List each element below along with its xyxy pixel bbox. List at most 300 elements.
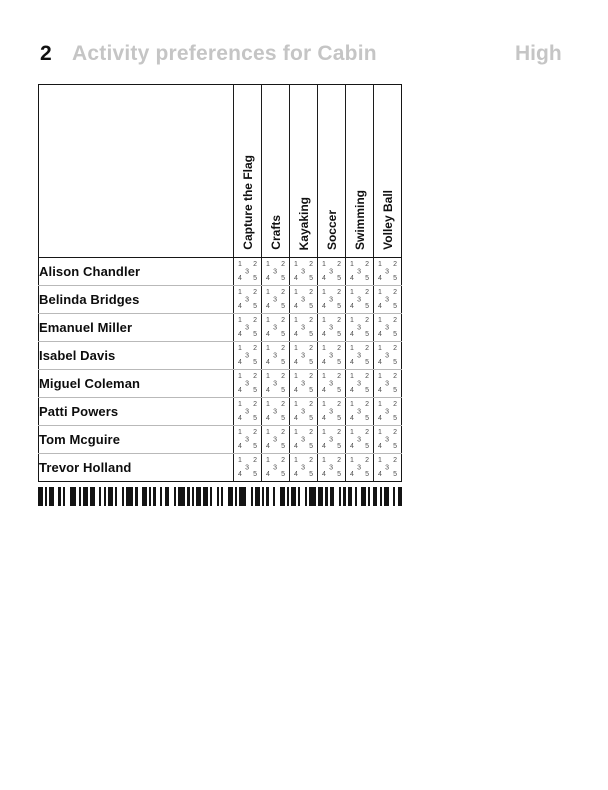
rating-number: 1 (322, 457, 326, 464)
rating-number: 5 (393, 275, 397, 282)
rating-number: 1 (322, 261, 326, 268)
rating-number: 1 (238, 401, 242, 408)
rating-number: 1 (322, 345, 326, 352)
rating-cell (262, 286, 290, 314)
rating-number: 5 (309, 359, 313, 366)
camper-row (39, 426, 402, 454)
barcode (38, 487, 404, 506)
rating-number: 4 (378, 303, 382, 310)
rating-number: 3 (301, 436, 306, 443)
rating-number: 2 (281, 401, 285, 408)
rating-number: 4 (322, 471, 326, 478)
rating-number: 3 (245, 408, 250, 415)
activity-label: Crafts (268, 215, 283, 250)
rating-number: 5 (337, 331, 341, 338)
rating-number: 5 (365, 387, 369, 394)
rating-cell (374, 426, 402, 454)
page-title: Activity preferences for Cabin (72, 42, 377, 65)
rating-cell (374, 314, 402, 342)
barcode-bar (70, 487, 77, 506)
rating-number: 5 (281, 331, 285, 338)
rating-number: 5 (337, 387, 341, 394)
rating-number: 1 (350, 401, 354, 408)
rating-number: 1 (238, 289, 242, 296)
rating-number: 3 (301, 268, 306, 275)
rating-number: 5 (253, 275, 257, 282)
rating-number: 4 (294, 275, 298, 282)
rating-number: 1 (378, 261, 382, 268)
rating-number: 4 (350, 443, 354, 450)
barcode-gap (402, 487, 404, 506)
rating-number: 2 (253, 317, 257, 324)
rating-number: 3 (245, 352, 250, 359)
rating-number: 4 (378, 415, 382, 422)
rating-number: 4 (238, 303, 242, 310)
rating-number: 1 (266, 261, 270, 268)
rating-number: 2 (393, 317, 397, 324)
rating-cell (262, 314, 290, 342)
rating-number: 4 (378, 331, 382, 338)
rating-number: 5 (281, 471, 285, 478)
rating-cell (318, 426, 346, 454)
rating-number: 5 (281, 303, 285, 310)
rating-cell (346, 286, 374, 314)
column-header-activity (374, 85, 402, 258)
rating-number: 4 (294, 415, 298, 422)
rating-number: 5 (281, 359, 285, 366)
rating-cell (346, 454, 374, 482)
rating-number: 1 (378, 317, 382, 324)
rating-number: 4 (322, 443, 326, 450)
camper-name-cell: Belinda Bridges (39, 286, 234, 314)
rating-number: 2 (253, 373, 257, 380)
rating-number: 4 (266, 387, 270, 394)
rating-number: 5 (337, 443, 341, 450)
rating-number: 5 (281, 275, 285, 282)
rating-number: 1 (378, 457, 382, 464)
rating-number: 1 (294, 261, 298, 268)
rating-number: 2 (309, 373, 313, 380)
rating-number: 5 (253, 331, 257, 338)
rating-number: 5 (365, 303, 369, 310)
barcode-bar (309, 487, 316, 506)
rating-number: 4 (350, 331, 354, 338)
rating-number: 3 (245, 464, 250, 471)
rating-cell (262, 342, 290, 370)
camper-name-cell: Patti Powers (39, 398, 234, 426)
rating-number: 3 (329, 436, 334, 443)
rating-number: 4 (266, 443, 270, 450)
camper-row (39, 342, 402, 370)
rating-number: 5 (393, 303, 397, 310)
rating-number: 2 (337, 457, 341, 464)
rating-number: 3 (329, 268, 334, 275)
rating-number: 2 (253, 401, 257, 408)
rating-number: 4 (322, 331, 326, 338)
rating-number: 2 (365, 429, 369, 436)
rating-number: 5 (309, 415, 313, 422)
rating-number: 3 (329, 464, 334, 471)
camper-name-cell: Trevor Holland (39, 454, 234, 482)
rating-number: 1 (350, 457, 354, 464)
rating-cell (318, 314, 346, 342)
rating-number: 2 (253, 345, 257, 352)
rating-cell (318, 342, 346, 370)
rating-cell (346, 342, 374, 370)
rating-number: 2 (281, 373, 285, 380)
rating-number: 2 (309, 429, 313, 436)
rating-number: 5 (393, 359, 397, 366)
rating-number: 2 (393, 429, 397, 436)
rating-number: 4 (378, 443, 382, 450)
rating-number: 2 (253, 429, 257, 436)
rating-number: 3 (245, 436, 250, 443)
rating-number: 4 (350, 387, 354, 394)
rating-number: 1 (266, 317, 270, 324)
page-header (0, 42, 608, 68)
rating-number: 2 (393, 373, 397, 380)
rating-number: 2 (309, 457, 313, 464)
rating-number: 1 (378, 429, 382, 436)
rating-number: 2 (337, 373, 341, 380)
table-body (39, 85, 402, 482)
rating-number: 1 (378, 345, 382, 352)
rating-number: 1 (266, 457, 270, 464)
rating-number: 3 (301, 352, 306, 359)
rating-number: 3 (357, 324, 362, 331)
rating-number: 1 (322, 289, 326, 296)
rating-number: 1 (294, 457, 298, 464)
rating-number: 3 (245, 268, 250, 275)
rating-number: 5 (253, 387, 257, 394)
rating-number: 5 (393, 331, 397, 338)
rating-cell (374, 398, 402, 426)
rating-number: 1 (294, 317, 298, 324)
rating-number: 4 (266, 331, 270, 338)
rating-cell (262, 398, 290, 426)
rating-number: 3 (273, 324, 278, 331)
rating-number: 2 (393, 261, 397, 268)
rating-number: 4 (238, 387, 242, 394)
rating-cell (290, 398, 318, 426)
barcode-bar (126, 487, 133, 506)
camper-row (39, 370, 402, 398)
rating-number: 3 (273, 436, 278, 443)
camper-row (39, 258, 402, 286)
header-row (39, 85, 402, 258)
rating-number: 1 (322, 317, 326, 324)
rating-cell (318, 258, 346, 286)
rating-number: 3 (357, 296, 362, 303)
rating-number: 2 (365, 401, 369, 408)
rating-number: 5 (309, 443, 313, 450)
camper-name-cell: Emanuel Miller (39, 314, 234, 342)
rating-number: 4 (294, 331, 298, 338)
rating-number: 5 (393, 415, 397, 422)
rating-cell (318, 454, 346, 482)
rating-cell (234, 342, 262, 370)
activity-label: Capture the Flag (240, 155, 255, 250)
rating-number: 3 (245, 324, 250, 331)
rating-number: 3 (357, 268, 362, 275)
page-number: 2 (40, 42, 52, 65)
rating-number: 3 (357, 352, 362, 359)
rating-number: 5 (253, 443, 257, 450)
rating-number: 4 (238, 275, 242, 282)
rating-number: 4 (294, 359, 298, 366)
rating-number: 3 (301, 464, 306, 471)
rating-number: 3 (273, 380, 278, 387)
rating-number: 5 (365, 471, 369, 478)
camper-row (39, 398, 402, 426)
rating-number: 5 (309, 275, 313, 282)
rating-number: 3 (329, 296, 334, 303)
rating-number: 5 (309, 471, 313, 478)
rating-cell (234, 398, 262, 426)
rating-number: 1 (294, 401, 298, 408)
rating-number: 3 (385, 464, 390, 471)
cabin-name-label: High (515, 42, 562, 65)
rating-cell (262, 454, 290, 482)
rating-cell (262, 258, 290, 286)
rating-number: 1 (322, 373, 326, 380)
rating-number: 2 (365, 457, 369, 464)
rating-number: 5 (337, 471, 341, 478)
barcode-bar (239, 487, 246, 506)
rating-number: 1 (266, 373, 270, 380)
rating-number: 4 (266, 359, 270, 366)
rating-number: 3 (385, 408, 390, 415)
rating-number: 4 (266, 303, 270, 310)
camper-name-cell: Alison Chandler (39, 258, 234, 286)
camper-name-cell: Tom Mcguire (39, 426, 234, 454)
rating-number: 2 (393, 289, 397, 296)
rating-number: 2 (337, 429, 341, 436)
rating-cell (374, 258, 402, 286)
rating-number: 5 (365, 275, 369, 282)
rating-number: 5 (365, 331, 369, 338)
rating-cell (346, 314, 374, 342)
camper-row (39, 454, 402, 482)
rating-number: 3 (329, 352, 334, 359)
rating-number: 2 (253, 289, 257, 296)
rating-number: 5 (365, 415, 369, 422)
rating-number: 1 (238, 317, 242, 324)
rating-number: 3 (301, 324, 306, 331)
rating-number: 1 (378, 289, 382, 296)
rating-number: 2 (281, 345, 285, 352)
rating-number: 3 (301, 380, 306, 387)
rating-number: 5 (253, 303, 257, 310)
corner-cell (39, 85, 234, 258)
rating-number: 4 (378, 275, 382, 282)
column-header-activity (262, 85, 290, 258)
rating-number: 2 (253, 457, 257, 464)
rating-number: 4 (238, 443, 242, 450)
rating-number: 4 (266, 471, 270, 478)
rating-cell (318, 398, 346, 426)
rating-number: 4 (238, 471, 242, 478)
rating-number: 3 (357, 436, 362, 443)
rating-cell (234, 286, 262, 314)
rating-number: 2 (309, 289, 313, 296)
rating-number: 2 (393, 401, 397, 408)
rating-number: 2 (337, 401, 341, 408)
rating-number: 3 (273, 268, 278, 275)
rating-number: 1 (294, 429, 298, 436)
rating-number: 5 (337, 303, 341, 310)
rating-number: 5 (337, 275, 341, 282)
rating-number: 4 (350, 415, 354, 422)
rating-number: 2 (309, 345, 313, 352)
rating-number: 4 (350, 359, 354, 366)
rating-number: 2 (393, 457, 397, 464)
rating-number: 2 (281, 429, 285, 436)
rating-number: 5 (365, 359, 369, 366)
column-header-activity (346, 85, 374, 258)
rating-number: 1 (238, 457, 242, 464)
rating-number: 1 (350, 261, 354, 268)
rating-number: 1 (322, 429, 326, 436)
rating-number: 1 (350, 289, 354, 296)
rating-cell (234, 314, 262, 342)
rating-number: 2 (309, 261, 313, 268)
rating-cell (290, 314, 318, 342)
rating-number: 4 (350, 303, 354, 310)
rating-number: 4 (322, 415, 326, 422)
rating-number: 4 (322, 275, 326, 282)
rating-number: 3 (385, 268, 390, 275)
camper-name-cell: Miguel Coleman (39, 370, 234, 398)
rating-number: 2 (365, 345, 369, 352)
rating-number: 1 (294, 345, 298, 352)
rating-number: 5 (309, 387, 313, 394)
rating-number: 2 (365, 317, 369, 324)
rating-cell (290, 342, 318, 370)
activity-preferences-table (38, 84, 402, 482)
rating-number: 4 (350, 471, 354, 478)
rating-number: 3 (301, 296, 306, 303)
rating-number: 5 (309, 303, 313, 310)
rating-number: 1 (350, 373, 354, 380)
rating-number: 4 (294, 471, 298, 478)
rating-number: 5 (393, 387, 397, 394)
rating-cell (318, 286, 346, 314)
rating-number: 4 (238, 331, 242, 338)
rating-cell (346, 426, 374, 454)
rating-number: 5 (281, 415, 285, 422)
rating-number: 5 (365, 443, 369, 450)
rating-number: 4 (294, 387, 298, 394)
activity-label: Volley Ball (380, 190, 395, 250)
rating-number: 3 (273, 408, 278, 415)
rating-number: 5 (281, 443, 285, 450)
column-header-activity (290, 85, 318, 258)
barcode-bar (178, 487, 185, 506)
rating-number: 2 (365, 289, 369, 296)
rating-number: 2 (365, 261, 369, 268)
activity-label: Soccer (324, 209, 339, 250)
rating-number: 3 (273, 352, 278, 359)
rating-number: 4 (238, 359, 242, 366)
rating-cell (346, 370, 374, 398)
rating-number: 1 (238, 373, 242, 380)
rating-number: 1 (294, 373, 298, 380)
rating-number: 3 (329, 380, 334, 387)
rating-number: 4 (294, 303, 298, 310)
rating-number: 2 (365, 373, 369, 380)
rating-number: 4 (322, 387, 326, 394)
camper-name-cell: Isabel Davis (39, 342, 234, 370)
rating-number: 4 (378, 387, 382, 394)
rating-number: 2 (281, 317, 285, 324)
rating-number: 3 (245, 380, 250, 387)
rating-number: 2 (309, 317, 313, 324)
rating-cell (262, 426, 290, 454)
rating-number: 4 (266, 415, 270, 422)
rating-number: 2 (337, 289, 341, 296)
rating-number: 1 (238, 261, 242, 268)
rating-number: 3 (357, 380, 362, 387)
rating-number: 2 (281, 261, 285, 268)
rating-number: 3 (385, 324, 390, 331)
rating-cell (290, 286, 318, 314)
rating-number: 5 (281, 387, 285, 394)
rating-number: 3 (357, 408, 362, 415)
rating-number: 5 (253, 471, 257, 478)
rating-number: 2 (309, 401, 313, 408)
rating-number: 2 (281, 457, 285, 464)
rating-number: 5 (393, 471, 397, 478)
rating-cell (234, 426, 262, 454)
rating-number: 3 (329, 408, 334, 415)
rating-cell (262, 370, 290, 398)
rating-cell (234, 370, 262, 398)
rating-cell (290, 258, 318, 286)
rating-cell (290, 454, 318, 482)
column-header-activity (234, 85, 262, 258)
rating-number: 1 (350, 317, 354, 324)
rating-cell (346, 398, 374, 426)
rating-cell (374, 286, 402, 314)
rating-number: 4 (378, 471, 382, 478)
rating-cell (234, 454, 262, 482)
rating-number: 2 (337, 317, 341, 324)
rating-number: 1 (322, 401, 326, 408)
rating-number: 1 (266, 345, 270, 352)
rating-number: 1 (266, 429, 270, 436)
rating-cell (346, 258, 374, 286)
rating-number: 1 (350, 429, 354, 436)
rating-cell (374, 370, 402, 398)
rating-number: 1 (238, 429, 242, 436)
activity-label: Kayaking (296, 196, 311, 250)
rating-number: 1 (350, 345, 354, 352)
rating-number: 1 (266, 289, 270, 296)
rating-number: 5 (253, 415, 257, 422)
rating-number: 3 (357, 464, 362, 471)
camper-row (39, 314, 402, 342)
rating-number: 2 (337, 261, 341, 268)
rating-number: 3 (385, 296, 390, 303)
rating-number: 3 (385, 380, 390, 387)
rating-number: 1 (238, 345, 242, 352)
rating-number: 4 (294, 443, 298, 450)
rating-number: 4 (238, 415, 242, 422)
rating-number: 5 (253, 359, 257, 366)
rating-number: 4 (266, 275, 270, 282)
rating-number: 3 (273, 296, 278, 303)
